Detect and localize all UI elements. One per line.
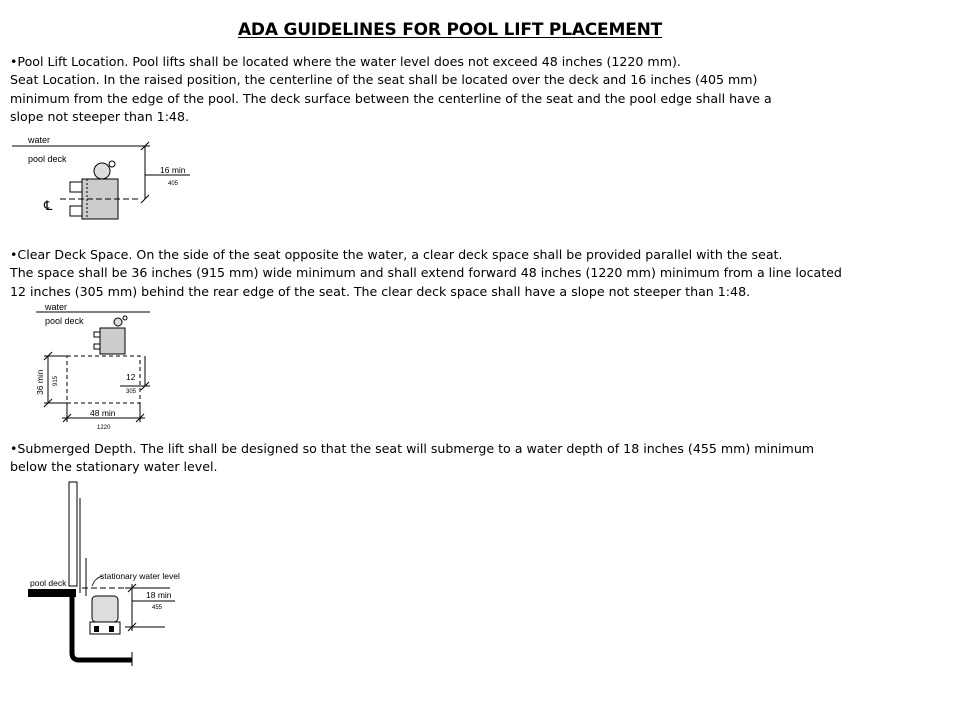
water-level-label: stationary water level [100, 571, 180, 581]
pool-lift-location-paragraph [10, 53, 940, 126]
width-sub: 915 [53, 375, 59, 386]
submerged-depth-paragraph [10, 440, 940, 477]
lift-seat-icon [70, 161, 118, 219]
dimension-sub: 405 [168, 181, 179, 187]
centerline-symbol: ℄ [44, 198, 53, 213]
dimension-sub: 455 [152, 605, 163, 611]
seat-location-diagram [0, 130, 210, 230]
dimension-label: 18 min [146, 590, 172, 600]
paragraph-line: The space shall be 36 inches (915 mm) wide minimum and shall extend forward 48 inches (1220 mm) minimum from a line located [10, 265, 842, 281]
clear-deck-space-paragraph [10, 246, 940, 301]
page-title: ADA GUIDELINES FOR POOL LIFT PLACEMENT [237, 20, 663, 40]
length-label: 48 min [90, 408, 116, 418]
behind-label: 12 [126, 372, 136, 382]
submerged-depth-diagram [0, 478, 200, 670]
length-sub: 1220 [97, 425, 111, 431]
paragraph-line: minimum from the edge of the pool. The deck surface between the centerline of the seat and the pool edge shall have a [10, 90, 772, 106]
lift-seat-icon [94, 316, 127, 354]
paragraph-line: •Submerged Depth. The lift shall be designed so that the seat will submerge to a water depth of 18 inches (455 mm) minimum [10, 441, 815, 456]
width-label: 36 min [35, 369, 45, 395]
paragraph-line: Seat Location. In the raised position, the centerline of the seat shall be located over the deck and 16 inches (405 mm) [10, 72, 758, 88]
water-label: water [28, 135, 51, 145]
paragraph-line: •Clear Deck Space. On the side of the seat opposite the water, a clear deck space shall be provided parallel with the seat. [10, 247, 783, 262]
paragraph-line: 12 inches (305 mm) behind the rear edge of the seat. The clear deck space shall have a slope not steeper than 1:48. [10, 283, 751, 299]
water-label: water [45, 302, 68, 312]
pool-deck-label: pool deck [28, 154, 67, 164]
behind-sub: 305 [126, 389, 137, 395]
lift-seat-icon [90, 596, 120, 634]
clear-deck-space-diagram [0, 300, 180, 435]
pool-deck-label: pool deck [30, 578, 67, 588]
paragraph-line: slope not steeper than 1:48. [10, 108, 189, 124]
paragraph-line: below the stationary water level. [10, 459, 218, 475]
dimension-label: 16 min [160, 165, 186, 175]
paragraph-line: •Pool Lift Location. Pool lifts shall be located where the water level does not exceed 48 inches (1220 mm). [10, 54, 681, 69]
pool-deck-label: pool deck [45, 316, 84, 326]
